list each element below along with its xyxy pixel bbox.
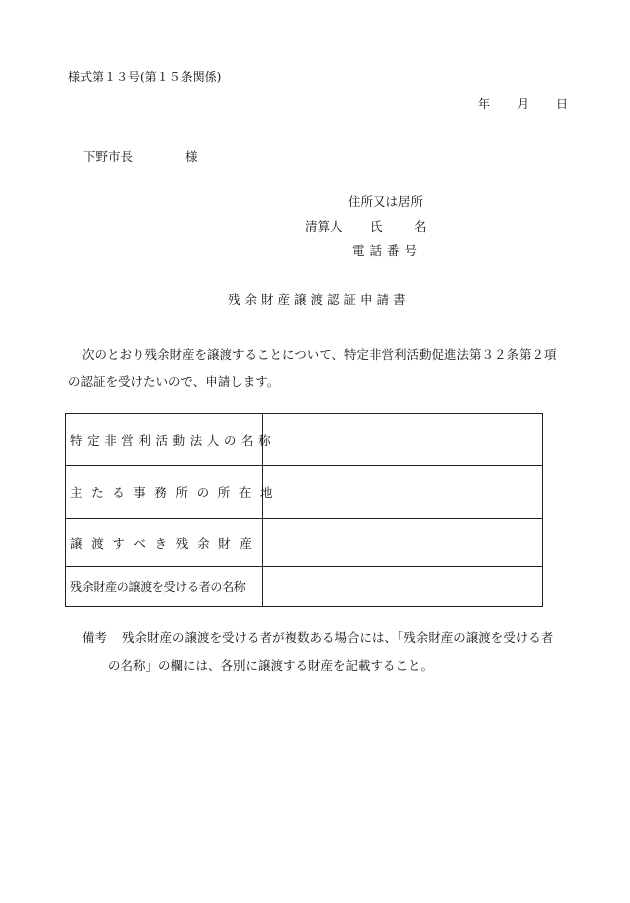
note-text-line-1: 残余財産の譲渡を受ける者が複数ある場合には、「残余財産の譲渡を受ける者 [122, 630, 554, 645]
applicant-role-label: 清算人 [305, 219, 343, 234]
applicant-name-label-shi: 氏 [370, 219, 383, 234]
npo-name-label: 特定非営利活動法人の名称 [70, 432, 276, 448]
date-day-label: 日 [556, 97, 569, 111]
document-title: 残余財産譲渡認証申請書 [228, 292, 410, 307]
application-table [65, 413, 543, 607]
property-label: 譲渡すべき残余財産 [70, 535, 261, 551]
recipient-name-field[interactable] [263, 567, 543, 607]
applicant-address-label: 住所又は居所 [348, 194, 424, 209]
form-number: 様式第１３号(第１５条関係) [68, 70, 222, 84]
date-month-label: 月 [517, 97, 530, 111]
npo-name-field[interactable] [263, 414, 543, 466]
addressee-honorific: 様 [185, 149, 198, 164]
body-text-line-2: の認証を受けたいので、申請します。 [68, 374, 280, 389]
recipient-name-label: 残余財産の譲渡を受ける者の名称 [70, 580, 246, 594]
note-label: 備考 [82, 630, 108, 645]
addressee-name: 下野市長 [83, 149, 134, 164]
office-address-field[interactable] [263, 466, 543, 519]
property-field[interactable] [263, 519, 543, 567]
date-year-label: 年 [478, 97, 491, 111]
table-row [66, 414, 543, 466]
office-address-label: 主たる事務所の所在地 [70, 485, 282, 500]
table-row [66, 519, 543, 567]
table-row [66, 466, 543, 519]
table-row [66, 567, 543, 607]
body-text-line-1: 次のとおり残余財産を譲渡することについて、特定非営利活動促進法第３２条第２項 [82, 347, 557, 362]
applicant-phone-label: 電話番号 [352, 243, 423, 258]
applicant-name-label-mei: 名 [414, 219, 427, 234]
note-text-line-2: の名称」の欄には、各別に譲渡する財産を記載すること。 [108, 658, 434, 673]
